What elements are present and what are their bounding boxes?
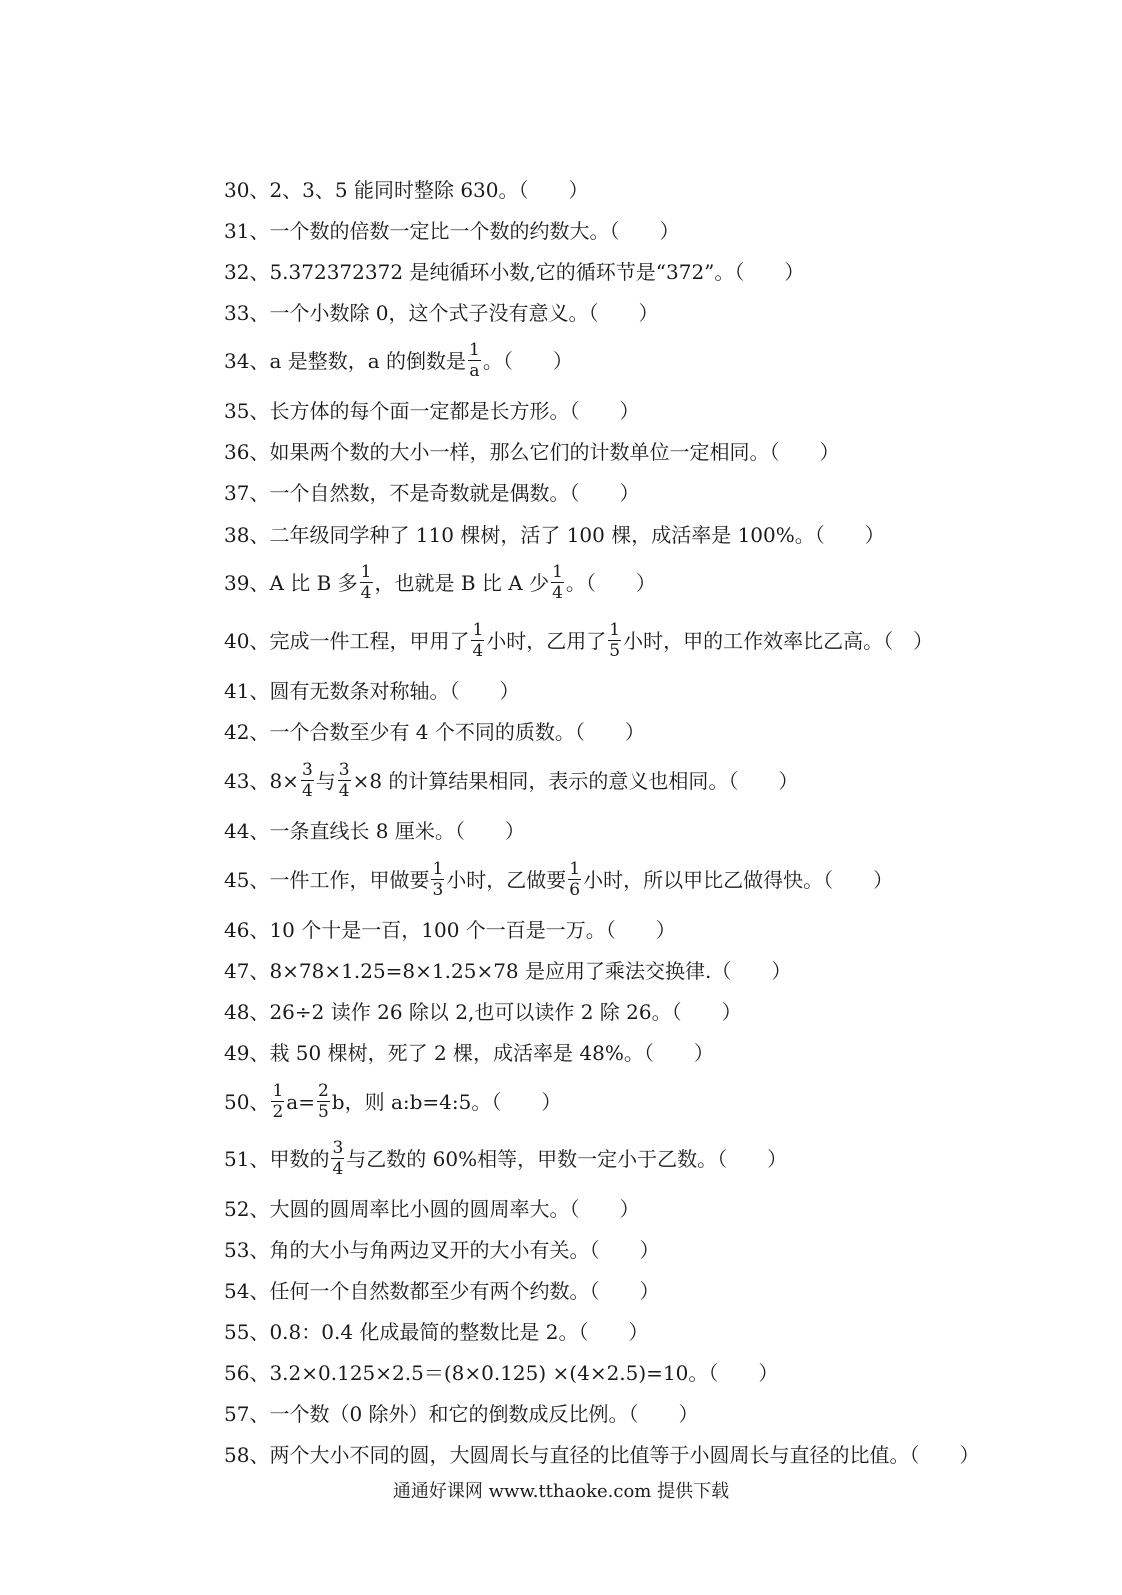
question-text: 43、8× bbox=[224, 769, 299, 793]
fraction-denominator: 4 bbox=[338, 781, 350, 801]
question-text: 小时，所以甲比乙做得快。（ ） bbox=[583, 868, 894, 892]
fraction bbox=[551, 563, 564, 602]
question-30: 30、2、3、5 能同时整除 630。（ ） bbox=[224, 178, 589, 202]
fraction bbox=[317, 1082, 330, 1121]
fraction-numerator: 1 bbox=[469, 340, 480, 360]
fraction-denominator: 5 bbox=[317, 1102, 329, 1122]
question-51 bbox=[224, 1138, 788, 1180]
question-33: 33、一个小数除 0，这个式子没有意义。（ ） bbox=[224, 301, 659, 325]
fraction-numerator: 1 bbox=[552, 562, 563, 582]
question-text: 51、甲数的 bbox=[224, 1147, 330, 1171]
question-text: 。（ ） bbox=[565, 571, 656, 595]
fraction-numerator: 1 bbox=[609, 620, 621, 640]
question-31: 31、一个数的倍数一定比一个数的约数大。（ ） bbox=[224, 219, 680, 243]
fraction-numerator: 3 bbox=[338, 760, 350, 780]
question-39 bbox=[224, 562, 656, 604]
question-58: 58、两个大小不同的圆，大圆周长与直径的比值等于小圆周长与直径的比值。（ ） bbox=[224, 1443, 980, 1467]
fraction bbox=[271, 1082, 284, 1121]
question-36: 36、如果两个数的大小一样，那么它们的计数单位一定相同。（ ） bbox=[224, 440, 840, 464]
fraction-denominator: 2 bbox=[272, 1102, 284, 1122]
fraction-denominator: 3 bbox=[432, 880, 444, 900]
question-37: 37、一个自然数，不是奇数就是偶数。（ ） bbox=[224, 481, 640, 505]
fraction-denominator: 4 bbox=[360, 583, 372, 603]
question-text: b，则 a:b=4:5。（ ） bbox=[331, 1090, 562, 1114]
question-38: 38、二年级同学种了 110 棵树，活了 100 棵，成活率是 100%。（ ） bbox=[224, 523, 885, 547]
question-54: 54、任何一个自然数都至少有两个约数。（ ） bbox=[224, 1279, 660, 1303]
fraction-numerator: 2 bbox=[317, 1081, 329, 1101]
fraction-numerator: 1 bbox=[432, 859, 444, 879]
question-text: 与乙数的 60%相等，甲数一定小于乙数。（ ） bbox=[346, 1147, 788, 1171]
question-55: 55、0.8：0.4 化成最简的整数比是 2。（ ） bbox=[224, 1320, 649, 1344]
question-40 bbox=[224, 620, 934, 662]
question-text: 小时，甲的工作效率比乙高。（ ） bbox=[623, 629, 934, 653]
question-53: 53、角的大小与角两边叉开的大小有关。（ ） bbox=[224, 1238, 660, 1262]
page-footer: 通通好课网 www.tthaoke.com 提供下载 bbox=[392, 1481, 730, 1502]
fraction-numerator: 1 bbox=[569, 859, 581, 879]
fraction-numerator: 1 bbox=[360, 562, 372, 582]
fraction-denominator: 5 bbox=[609, 641, 621, 661]
question-34 bbox=[224, 340, 573, 382]
question-48: 48、26÷2 读作 26 除以 2,也可以读作 2 除 26。（ ） bbox=[224, 1000, 742, 1024]
fraction bbox=[468, 341, 481, 380]
fraction bbox=[301, 761, 314, 800]
fraction-denominator: 4 bbox=[332, 1159, 344, 1179]
question-text: 与 bbox=[315, 769, 336, 793]
question-text: 40、完成一件工程，甲用了 bbox=[224, 629, 470, 653]
question-35: 35、长方体的每个面一定都是长方形。（ ） bbox=[224, 399, 640, 423]
question-45 bbox=[224, 859, 894, 901]
question-text: 39、A 比 B 多 bbox=[224, 571, 358, 595]
fraction-denominator: 6 bbox=[569, 880, 581, 900]
question-56: 56、3.2×0.125×2.5＝(8×0.125) ×(4×2.5)=10。（ ） bbox=[224, 1361, 779, 1385]
question-57: 57、一个数（0 除外）和它的倒数成反比例。（ ） bbox=[224, 1402, 699, 1426]
fraction bbox=[338, 761, 351, 800]
question-41: 41、圆有无数条对称轴。（ ） bbox=[224, 679, 520, 703]
fraction-denominator: 4 bbox=[301, 781, 313, 801]
question-text: a= bbox=[286, 1090, 315, 1114]
question-44: 44、一条直线长 8 厘米。（ ） bbox=[224, 819, 525, 843]
question-text: 。（ ） bbox=[482, 349, 573, 373]
fraction bbox=[471, 621, 484, 660]
question-text: 34、a 是整数，a 的倒数是 bbox=[224, 349, 467, 373]
question-42: 42、一个合数至少有 4 个不同的质数。（ ） bbox=[224, 720, 645, 744]
fraction bbox=[608, 621, 621, 660]
question-text: 小时，乙用了 bbox=[486, 629, 607, 653]
question-50 bbox=[224, 1081, 562, 1123]
question-text: 小时，乙做要 bbox=[446, 868, 567, 892]
fraction bbox=[360, 563, 373, 602]
question-text: ×8 的计算结果相同，表示的意义也相同。（ ） bbox=[352, 769, 799, 793]
question-32: 32、5.372372372 是纯循环小数,它的循环节是“372”。（ ） bbox=[224, 260, 805, 284]
question-52: 52、大圆的圆周率比小圆的圆周率大。（ ） bbox=[224, 1197, 640, 1221]
question-43 bbox=[224, 760, 799, 802]
fraction-numerator: 1 bbox=[272, 1081, 284, 1101]
question-text: ，也就是 B 比 A 少 bbox=[374, 571, 550, 595]
question-46: 46、10 个十是一百，100 个一百是一万。（ ） bbox=[224, 918, 676, 942]
fraction-numerator: 1 bbox=[472, 620, 484, 640]
fraction-numerator: 3 bbox=[332, 1138, 344, 1158]
fraction-numerator: 3 bbox=[301, 760, 313, 780]
fraction-denominator: 4 bbox=[472, 641, 484, 661]
fraction bbox=[431, 860, 444, 899]
question-text: 45、一件工作，甲做要 bbox=[224, 868, 430, 892]
fraction bbox=[331, 1139, 344, 1178]
fraction bbox=[568, 860, 581, 899]
fraction-denominator: a bbox=[469, 361, 480, 381]
fraction-denominator: 4 bbox=[552, 583, 563, 603]
question-47: 47、8×78×1.25=8×1.25×78 是应用了乘法交换律.（ ） bbox=[224, 959, 792, 983]
question-49: 49、栽 50 棵树，死了 2 棵，成活率是 48%。（ ） bbox=[224, 1041, 714, 1065]
question-text: 50、 bbox=[224, 1090, 270, 1114]
